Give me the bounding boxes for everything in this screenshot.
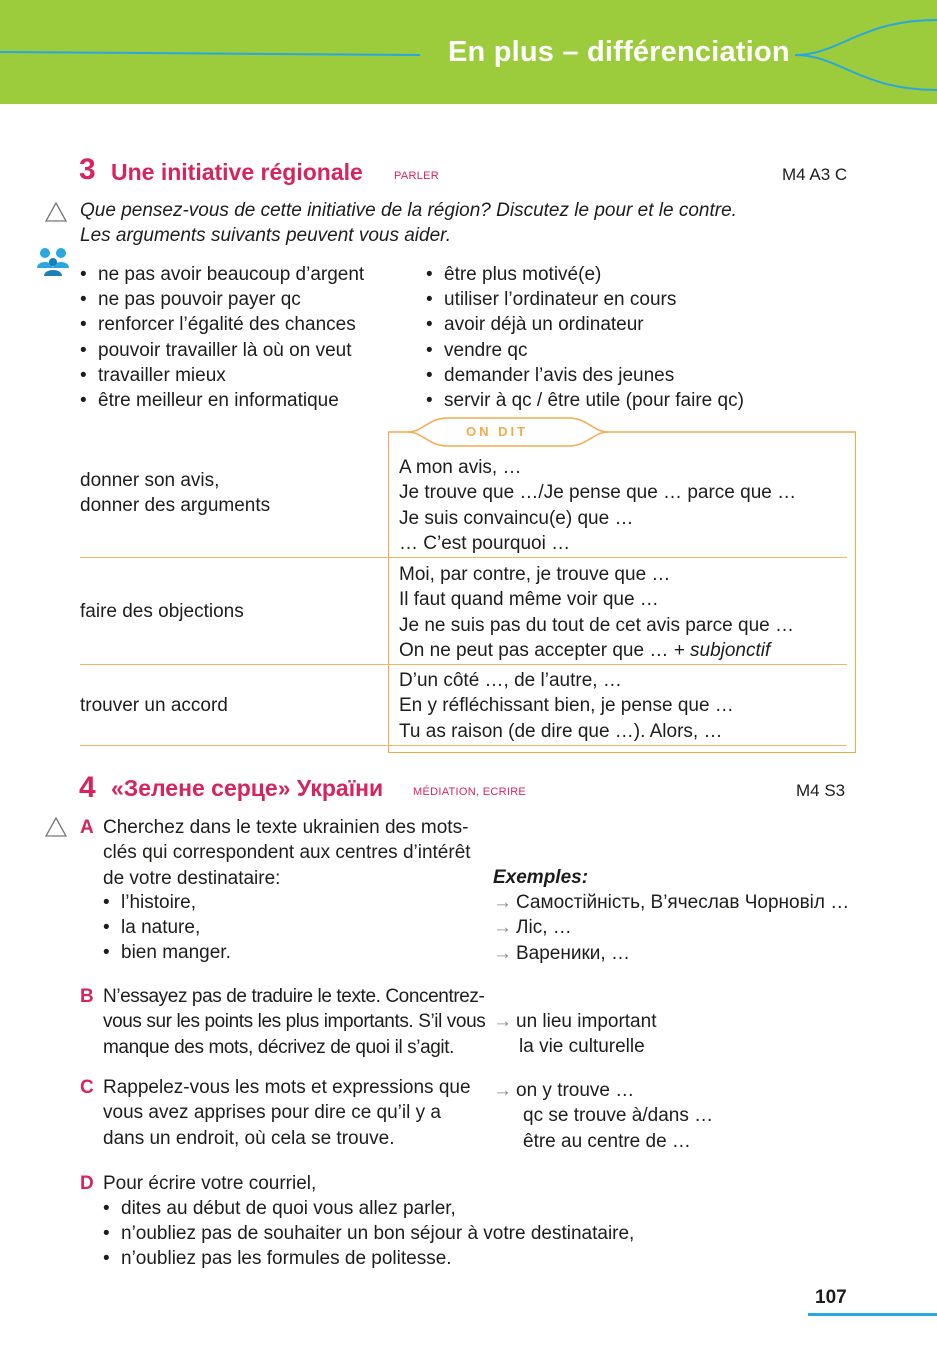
text-line: Rappelez-vous les mots et expressions que [103,1077,471,1098]
row-label-line: donner des arguments [80,495,271,517]
arguments-list-right [426,262,744,413]
list-item: • avoir déjà un ordinateur [426,312,744,337]
text-line: de votre destinataire: [103,867,281,889]
differentiation-triangle-icon [44,816,68,838]
page-number-underline [808,1313,937,1316]
example-text: Самостійність, В’ячеслав Чорновіл … [516,892,850,913]
list-item: • servir à qc / être utile (pour faire qc) [426,388,744,413]
exercise-4-title: «Зелене серце» України [111,775,384,801]
examples-title: Exemples: [493,867,589,888]
row-1-phrases [399,455,796,556]
list-item: • être meilleur en informatique [80,388,364,413]
list-item: • ne pas pouvoir payer qc [80,287,364,312]
text-line: manque des mots, décrivez de quoi il s’agit. [103,1036,454,1058]
differentiation-triangle-icon [44,201,68,223]
text-line: vous avez apprises pour dire ce qu’il y a [103,1102,441,1124]
hint-line [493,1009,656,1034]
hint-text: être au centre de … [523,1130,691,1152]
hint-text: un lieu important [516,1011,657,1032]
text-line: vous sur les points les plus importants. S’il vous [103,1011,486,1033]
exercise-3-skill: PARLER [394,170,439,182]
list-item: • bien manger. [103,940,231,965]
list-item: • ne pas avoir beaucoup d’argent [80,262,364,287]
subjonctif-note: + subjonctif [673,639,771,661]
row-divider [80,557,847,558]
phrase-line [399,638,794,663]
exercise-3-instruction-2: Les arguments suivants peuvent vous aider. [80,225,452,246]
text-line: clés qui correspondent aux centres d’intérêt [103,842,471,864]
phrase-line: Je trouve que …/Je pense que … parce que … [399,482,797,504]
part-b-text [103,984,485,1060]
part-c-hints [493,1078,713,1154]
phrase-line: Je suis convaincu(e) que … [399,507,634,529]
phrase-line: Moi, par contre, je trouve que … [399,564,671,585]
row-label-line: faire des objections [80,601,244,622]
phrase-line: Il faut quand même voir que … [399,589,659,611]
on-dit-tab-shape [388,416,856,450]
exercise-3-number: 3 [79,153,96,186]
row-label-line: trouver un accord [80,695,228,716]
hint-text: la vie culturelle [519,1036,645,1058]
text-line: Cherchez dans le texte ukrainien des mots- [103,817,469,838]
part-b-letter: B [80,986,94,1007]
list-item: • pouvoir travailler là où on veut [80,338,364,363]
part-d-letter: D [80,1173,94,1194]
on-dit-label: ON DIT [466,424,529,439]
part-a-letter: A [80,817,94,838]
exercise-3-instruction-1: Que pensez-vous de cette initiative de la région? Discutez le pour et le contre. [80,200,737,221]
example-text: Ліс, … [516,917,572,939]
row-label-line: donner son avis, [80,470,220,491]
arrow-icon: → [493,892,512,913]
row-1-label [80,468,270,519]
phrase-line: Je ne suis pas du tout de cet avis parce que … [399,614,795,636]
list-item: • l’histoire, [103,890,231,915]
example-line [493,890,849,915]
hint-line [493,1034,656,1059]
example-text: Вареники, … [516,942,630,964]
part-d-bullets [103,1196,634,1272]
list-item: • utiliser l’ordinateur en cours [426,287,744,312]
arrow-icon: → [493,1011,512,1032]
phrase-line: … C’est pourquoi … [399,532,571,554]
list-item: • n’oubliez pas les formules de politesse. [103,1246,634,1271]
part-d-intro: Pour écrire votre courriel, [103,1173,317,1194]
row-2-phrases [399,562,794,663]
part-a-bullets [103,890,231,966]
text-line: dans un endroit, où cela se trouve. [103,1127,395,1149]
list-item: • être plus motivé(e) [426,262,744,287]
examples-list [493,890,849,966]
exercise-3-reference: M4 A3 C [782,165,848,184]
row-3-phrases [399,668,734,744]
list-item: • renforcer l’égalité des chances [80,312,364,337]
exercise-3-title: Une initiative régionale [111,159,363,185]
row-divider [80,664,847,665]
exercise-4-skill: MÉDIATION, ECRIRE [413,786,527,798]
row-divider [80,745,847,746]
text-line: N’essayez pas de traduire le texte. Concentrez- [103,986,485,1007]
list-item: • demander l’avis des jeunes [426,363,744,388]
part-c-text [103,1075,471,1151]
list-item: • dites au début de quoi vous allez parler, [103,1196,634,1221]
part-a-text [103,815,471,891]
phrase-line: D’un côté …, de l’autre, … [399,670,622,691]
arguments-list-left [80,262,364,413]
hint-line [493,1078,713,1103]
exercise-4-number: 4 [79,771,96,804]
group-work-icon [34,242,72,278]
hint-line [493,1129,713,1154]
example-line [493,915,849,940]
part-c-letter: C [80,1077,94,1098]
list-item: • vendre qc [426,338,744,363]
header-banner [0,0,937,104]
list-item: • n’oubliez pas de souhaiter un bon séjour à votre destinataire, [103,1221,634,1246]
arrow-icon: → [493,1080,512,1101]
hint-text: qc se trouve à/dans … [523,1105,714,1127]
phrase-line: A mon avis, … [399,457,522,478]
hint-line [493,1103,713,1128]
part-b-hints [493,1009,656,1060]
row-2-label [80,599,244,624]
row-3-label [80,693,228,718]
phrase-line: Tu as raison (de dire que …). Alors, … [399,720,723,742]
page-number: 107 [815,1287,847,1308]
phrase-line: En y réfléchissant bien, je pense que … [399,695,734,717]
list-item: • la nature, [103,915,231,940]
list-item: • travailler mieux [80,363,364,388]
exercise-4-reference: M4 S3 [796,781,846,800]
arrow-icon: → [493,942,512,964]
phrase-text: On ne peut pas accepter que … [399,639,669,661]
page-header-title: En plus – différenciation [448,36,790,68]
example-line [493,941,849,966]
hint-text: on y trouve … [516,1080,635,1101]
arrow-icon: → [493,917,512,939]
